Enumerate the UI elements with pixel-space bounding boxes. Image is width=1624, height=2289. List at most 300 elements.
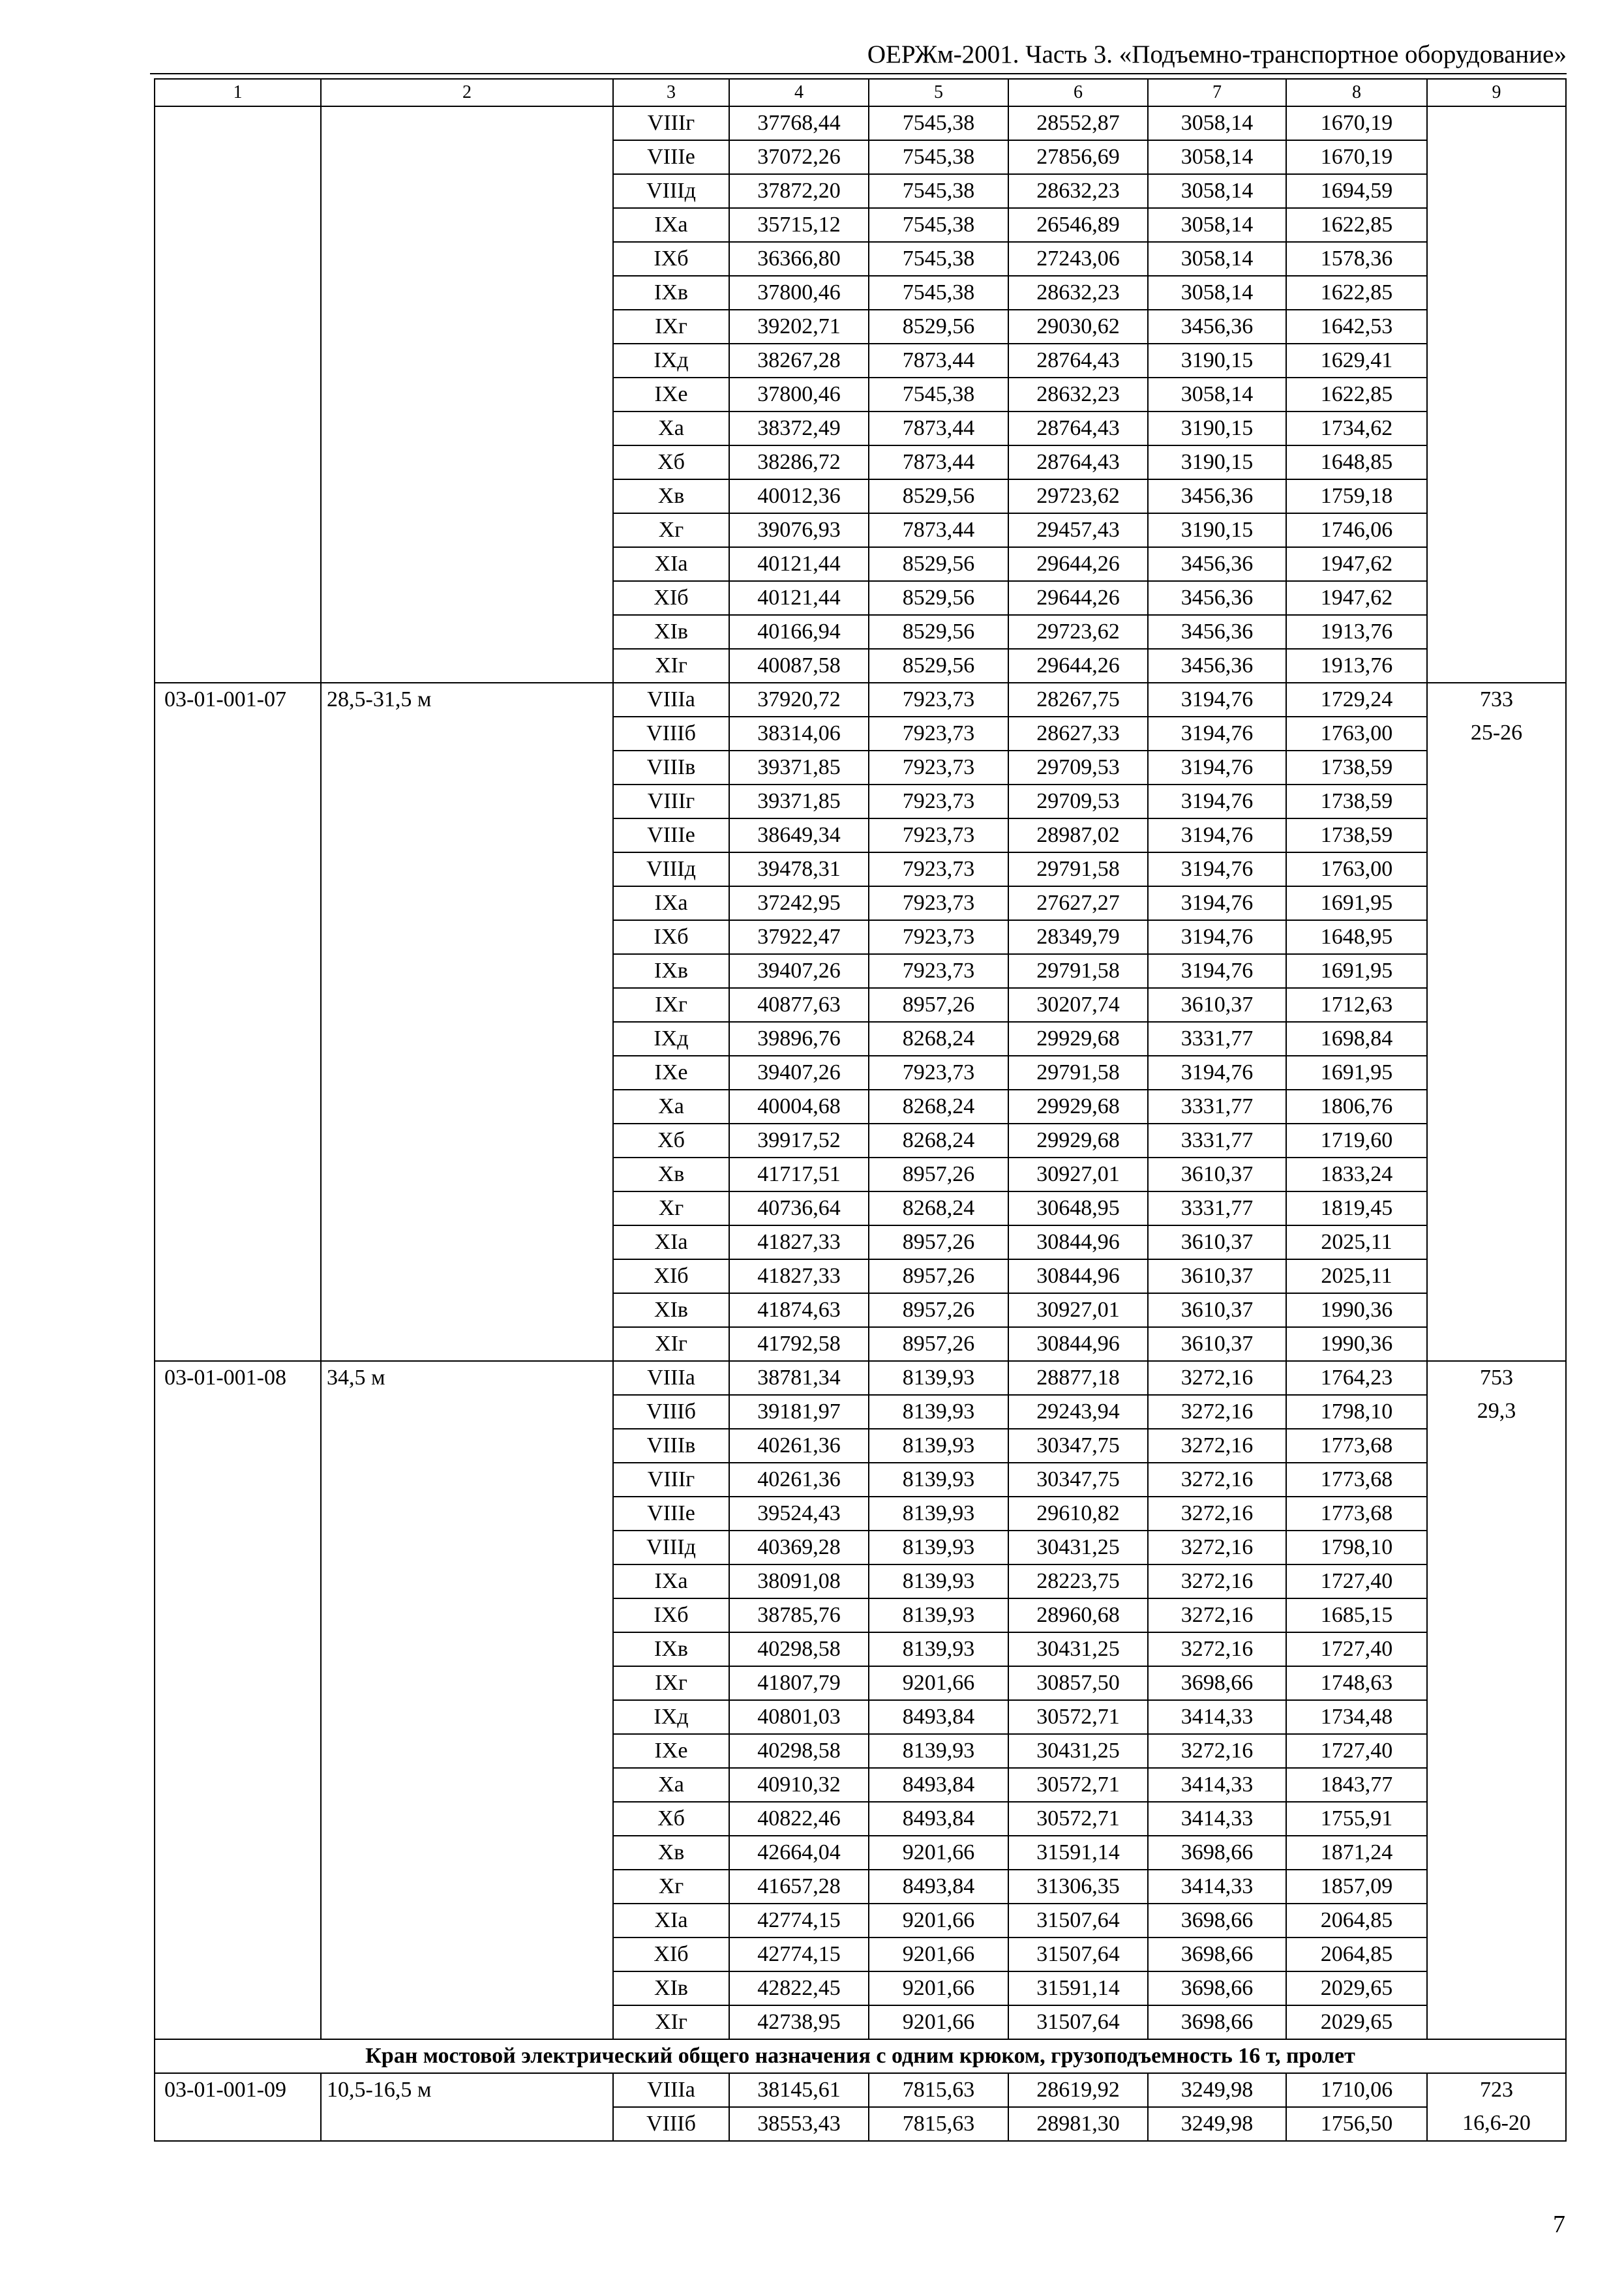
class-cell: Xб xyxy=(613,1124,729,1158)
class-cell: VIIIг xyxy=(613,785,729,818)
total-cost-cell: 40166,94 xyxy=(729,615,869,649)
machinist-wages-cell: 3610,37 xyxy=(1148,1225,1286,1259)
labor-cell xyxy=(1427,378,1566,411)
class-cell: VIIIб xyxy=(613,717,729,751)
machinist-wages-cell: 3456,36 xyxy=(1148,581,1286,615)
total-cost-cell: 41717,51 xyxy=(729,1158,869,1191)
labor-cell xyxy=(1427,174,1566,208)
total-cost-cell: 39371,85 xyxy=(729,785,869,818)
materials-cell: 1622,85 xyxy=(1286,208,1427,242)
class-cell: VIIIв xyxy=(613,1429,729,1463)
machinist-wages-cell: 3272,16 xyxy=(1148,1395,1286,1429)
class-cell: XIб xyxy=(613,1259,729,1293)
total-cost-cell: 40087,58 xyxy=(729,649,869,683)
labor-cell xyxy=(1427,344,1566,378)
machine-cost-cell: 28552,87 xyxy=(1008,106,1148,140)
labor-cell xyxy=(1427,852,1566,886)
materials-cell: 1734,62 xyxy=(1286,411,1427,445)
wages-cell: 7545,38 xyxy=(869,140,1008,174)
wages-cell: 8493,84 xyxy=(869,1700,1008,1734)
total-cost-cell: 40121,44 xyxy=(729,581,869,615)
class-cell: VIIIв xyxy=(613,751,729,785)
machine-cost-cell: 30207,74 xyxy=(1008,988,1148,1022)
labor-cell xyxy=(1427,1937,1566,1971)
materials-cell: 1691,95 xyxy=(1286,954,1427,988)
materials-cell: 1756,50 xyxy=(1286,2107,1427,2141)
materials-cell: 2029,65 xyxy=(1286,2005,1427,2039)
machine-cost-cell: 28764,43 xyxy=(1008,411,1148,445)
materials-cell: 1670,19 xyxy=(1286,140,1427,174)
class-cell: Xв xyxy=(613,1836,729,1870)
machinist-wages-cell: 3249,98 xyxy=(1148,2073,1286,2107)
class-cell: VIIIа xyxy=(613,2073,729,2107)
labor-cell xyxy=(1427,1836,1566,1870)
materials-cell: 1642,53 xyxy=(1286,310,1427,344)
total-cost-cell: 41827,33 xyxy=(729,1259,869,1293)
machinist-wages-cell: 3331,77 xyxy=(1148,1090,1286,1124)
materials-cell: 1947,62 xyxy=(1286,581,1427,615)
labor-cell xyxy=(1427,1904,1566,1937)
class-cell: IXд xyxy=(613,1022,729,1056)
section-heading-row xyxy=(155,2039,1566,2073)
wages-cell: 8139,93 xyxy=(869,1632,1008,1666)
machine-cost-cell: 29709,53 xyxy=(1008,751,1148,785)
table-row xyxy=(155,106,1566,140)
labor-cell xyxy=(1427,1293,1566,1327)
machine-cost-cell: 30844,96 xyxy=(1008,1327,1148,1361)
total-cost-cell: 40121,44 xyxy=(729,547,869,581)
class-cell: XIв xyxy=(613,615,729,649)
table-row xyxy=(155,2073,1566,2107)
column-header-row xyxy=(155,79,1566,106)
machinist-wages-cell: 3272,16 xyxy=(1148,1497,1286,1531)
table-body xyxy=(155,79,1566,2141)
machinist-wages-cell: 3456,36 xyxy=(1148,547,1286,581)
machinist-wages-cell: 3194,76 xyxy=(1148,920,1286,954)
machinist-wages-cell: 3058,14 xyxy=(1148,242,1286,276)
machinist-wages-cell: 3194,76 xyxy=(1148,683,1286,717)
class-cell: XIб xyxy=(613,581,729,615)
materials-cell: 1734,48 xyxy=(1286,1700,1427,1734)
class-cell: Xв xyxy=(613,479,729,513)
materials-cell: 1738,59 xyxy=(1286,785,1427,818)
class-cell: Xг xyxy=(613,513,729,547)
machinist-wages-cell: 3610,37 xyxy=(1148,1293,1286,1327)
class-cell: IXв xyxy=(613,276,729,310)
machine-cost-cell: 30431,25 xyxy=(1008,1734,1148,1768)
total-cost-cell: 38286,72 xyxy=(729,445,869,479)
materials-cell: 1763,00 xyxy=(1286,717,1427,751)
materials-cell: 1648,85 xyxy=(1286,445,1427,479)
materials-cell: 1712,63 xyxy=(1286,988,1427,1022)
wages-cell: 7873,44 xyxy=(869,513,1008,547)
machine-cost-cell: 28619,92 xyxy=(1008,2073,1148,2107)
machine-cost-cell: 30572,71 xyxy=(1008,1802,1148,1836)
class-cell: Xа xyxy=(613,1768,729,1802)
labor-cell xyxy=(1427,751,1566,785)
materials-cell: 1843,77 xyxy=(1286,1768,1427,1802)
span-cell: 34,5 м xyxy=(321,1361,613,2039)
total-cost-cell: 41874,63 xyxy=(729,1293,869,1327)
materials-cell: 1629,41 xyxy=(1286,344,1427,378)
labor-cell xyxy=(1427,1666,1566,1700)
machine-cost-cell: 28764,43 xyxy=(1008,344,1148,378)
table-row xyxy=(155,1361,1566,1395)
labor-cell xyxy=(1427,1225,1566,1259)
total-cost-cell: 37072,26 xyxy=(729,140,869,174)
total-cost-cell: 39181,97 xyxy=(729,1395,869,1429)
wages-cell: 7545,38 xyxy=(869,208,1008,242)
total-cost-cell: 35715,12 xyxy=(729,208,869,242)
total-cost-cell: 40261,36 xyxy=(729,1429,869,1463)
span-cell: 10,5-16,5 м xyxy=(321,2073,613,2141)
class-cell: Xб xyxy=(613,1802,729,1836)
total-cost-cell: 38145,61 xyxy=(729,2073,869,2107)
total-cost-cell: 37872,20 xyxy=(729,174,869,208)
materials-cell: 1806,76 xyxy=(1286,1090,1427,1124)
total-cost-cell: 39076,93 xyxy=(729,513,869,547)
wages-cell: 8493,84 xyxy=(869,1802,1008,1836)
machinist-wages-cell: 3190,15 xyxy=(1148,344,1286,378)
column-header: 4 xyxy=(729,79,869,106)
machine-cost-cell: 28632,23 xyxy=(1008,378,1148,411)
labor-cell xyxy=(1427,1531,1566,1564)
machine-cost-cell: 30431,25 xyxy=(1008,1531,1148,1564)
machinist-wages-cell: 3272,16 xyxy=(1148,1734,1286,1768)
machine-cost-cell: 30648,95 xyxy=(1008,1191,1148,1225)
machine-cost-cell: 28960,68 xyxy=(1008,1598,1148,1632)
machinist-wages-cell: 3272,16 xyxy=(1148,1463,1286,1497)
machinist-wages-cell: 3610,37 xyxy=(1148,1158,1286,1191)
class-cell: VIIIг xyxy=(613,106,729,140)
labor-cell xyxy=(1427,1768,1566,1802)
total-cost-cell: 38091,08 xyxy=(729,1564,869,1598)
machinist-wages-cell: 3698,66 xyxy=(1148,1836,1286,1870)
class-cell: XIг xyxy=(613,2005,729,2039)
machinist-wages-cell: 3272,16 xyxy=(1148,1632,1286,1666)
materials-cell: 1622,85 xyxy=(1286,378,1427,411)
class-cell: IXг xyxy=(613,1666,729,1700)
total-cost-cell: 37768,44 xyxy=(729,106,869,140)
wages-cell: 7545,38 xyxy=(869,378,1008,411)
machinist-wages-cell: 3331,77 xyxy=(1148,1191,1286,1225)
machine-cost-cell: 29644,26 xyxy=(1008,649,1148,683)
wages-cell: 7545,38 xyxy=(869,106,1008,140)
materials-cell: 1727,40 xyxy=(1286,1734,1427,1768)
class-cell: IXг xyxy=(613,310,729,344)
wages-cell: 8957,26 xyxy=(869,1225,1008,1259)
wages-cell: 8957,26 xyxy=(869,1158,1008,1191)
machine-cost-cell: 29929,68 xyxy=(1008,1124,1148,1158)
labor-cell: 723 xyxy=(1427,2073,1566,2107)
wages-cell: 7545,38 xyxy=(869,242,1008,276)
materials-cell: 1622,85 xyxy=(1286,276,1427,310)
machine-cost-cell: 30572,71 xyxy=(1008,1700,1148,1734)
wages-cell: 8493,84 xyxy=(869,1870,1008,1904)
labor-cell xyxy=(1427,1700,1566,1734)
labor-cell xyxy=(1427,1971,1566,2005)
materials-cell: 1764,23 xyxy=(1286,1361,1427,1395)
total-cost-cell: 37242,95 xyxy=(729,886,869,920)
materials-cell: 1913,76 xyxy=(1286,649,1427,683)
wages-cell: 8529,56 xyxy=(869,310,1008,344)
header-rule xyxy=(150,73,1567,74)
machinist-wages-cell: 3414,33 xyxy=(1148,1700,1286,1734)
machinist-wages-cell: 3698,66 xyxy=(1148,2005,1286,2039)
wages-cell: 8139,93 xyxy=(869,1564,1008,1598)
total-cost-cell: 40910,32 xyxy=(729,1768,869,1802)
machinist-wages-cell: 3414,33 xyxy=(1148,1768,1286,1802)
labor-cell: 16,6-20 xyxy=(1427,2107,1566,2141)
machinist-wages-cell: 3456,36 xyxy=(1148,615,1286,649)
total-cost-cell: 41807,79 xyxy=(729,1666,869,1700)
total-cost-cell: 42738,95 xyxy=(729,2005,869,2039)
wages-cell: 8529,56 xyxy=(869,581,1008,615)
page-number: 7 xyxy=(1553,2211,1565,2238)
wages-cell: 8493,84 xyxy=(869,1768,1008,1802)
materials-cell: 1819,45 xyxy=(1286,1191,1427,1225)
machinist-wages-cell: 3272,16 xyxy=(1148,1429,1286,1463)
machinist-wages-cell: 3190,15 xyxy=(1148,445,1286,479)
materials-cell: 1727,40 xyxy=(1286,1632,1427,1666)
total-cost-cell: 40004,68 xyxy=(729,1090,869,1124)
wages-cell: 8139,93 xyxy=(869,1429,1008,1463)
machine-cost-cell: 29723,62 xyxy=(1008,615,1148,649)
machine-cost-cell: 27243,06 xyxy=(1008,242,1148,276)
wages-cell: 8139,93 xyxy=(869,1395,1008,1429)
total-cost-cell: 40012,36 xyxy=(729,479,869,513)
wages-cell: 8957,26 xyxy=(869,1293,1008,1327)
wages-cell: 9201,66 xyxy=(869,1666,1008,1700)
class-cell: XIб xyxy=(613,1937,729,1971)
materials-cell: 1857,09 xyxy=(1286,1870,1427,1904)
labor-cell: 29,3 xyxy=(1427,1395,1566,1429)
class-cell: XIв xyxy=(613,1971,729,2005)
labor-cell xyxy=(1427,1429,1566,1463)
total-cost-cell: 38649,34 xyxy=(729,818,869,852)
machine-cost-cell: 29791,58 xyxy=(1008,954,1148,988)
materials-cell: 1691,95 xyxy=(1286,886,1427,920)
materials-cell: 1773,68 xyxy=(1286,1429,1427,1463)
wages-cell: 8268,24 xyxy=(869,1191,1008,1225)
machinist-wages-cell: 3456,36 xyxy=(1148,310,1286,344)
total-cost-cell: 38314,06 xyxy=(729,717,869,751)
class-cell: IXд xyxy=(613,344,729,378)
labor-cell xyxy=(1427,1022,1566,1056)
rate-code-cell: 03-01-001-09 xyxy=(155,2073,321,2141)
class-cell: IXе xyxy=(613,1056,729,1090)
machinist-wages-cell: 3698,66 xyxy=(1148,1937,1286,1971)
labor-cell xyxy=(1427,1564,1566,1598)
column-header: 2 xyxy=(321,79,613,106)
class-cell: IXб xyxy=(613,1598,729,1632)
machinist-wages-cell: 3058,14 xyxy=(1148,106,1286,140)
total-cost-cell: 36366,80 xyxy=(729,242,869,276)
machinist-wages-cell: 3194,76 xyxy=(1148,852,1286,886)
machine-cost-cell: 30844,96 xyxy=(1008,1259,1148,1293)
class-cell: IXе xyxy=(613,1734,729,1768)
materials-cell: 1648,95 xyxy=(1286,920,1427,954)
machinist-wages-cell: 3058,14 xyxy=(1148,378,1286,411)
labor-cell xyxy=(1427,615,1566,649)
machinist-wages-cell: 3058,14 xyxy=(1148,276,1286,310)
total-cost-cell: 41827,33 xyxy=(729,1225,869,1259)
machine-cost-cell: 29723,62 xyxy=(1008,479,1148,513)
labor-cell xyxy=(1427,954,1566,988)
total-cost-cell: 41792,58 xyxy=(729,1327,869,1361)
wages-cell: 8268,24 xyxy=(869,1090,1008,1124)
labor-cell xyxy=(1427,140,1566,174)
wages-cell: 9201,66 xyxy=(869,1971,1008,2005)
class-cell: VIIIд xyxy=(613,1531,729,1564)
page-header-title: ОЕРЖм-2001. Часть 3. «Подъемно-транспортное оборудование» xyxy=(867,40,1567,68)
column-header: 8 xyxy=(1286,79,1427,106)
class-cell: VIIIб xyxy=(613,1395,729,1429)
materials-cell: 1755,91 xyxy=(1286,1802,1427,1836)
machinist-wages-cell: 3272,16 xyxy=(1148,1564,1286,1598)
labor-cell xyxy=(1427,242,1566,276)
labor-cell xyxy=(1427,106,1566,140)
machine-cost-cell: 29709,53 xyxy=(1008,785,1148,818)
machinist-wages-cell: 3194,76 xyxy=(1148,1056,1286,1090)
wages-cell: 7815,63 xyxy=(869,2073,1008,2107)
wages-cell: 7923,73 xyxy=(869,785,1008,818)
labor-cell xyxy=(1427,1870,1566,1904)
wages-cell: 7545,38 xyxy=(869,276,1008,310)
class-cell: Xг xyxy=(613,1870,729,1904)
wages-cell: 7923,73 xyxy=(869,717,1008,751)
wages-cell: 8529,56 xyxy=(869,479,1008,513)
wages-cell: 9201,66 xyxy=(869,1836,1008,1870)
wages-cell: 8139,93 xyxy=(869,1497,1008,1531)
labor-cell xyxy=(1427,1327,1566,1361)
wages-cell: 9201,66 xyxy=(869,1904,1008,1937)
labor-cell: 733 xyxy=(1427,683,1566,717)
column-header: 5 xyxy=(869,79,1008,106)
total-cost-cell: 40877,63 xyxy=(729,988,869,1022)
total-cost-cell: 40736,64 xyxy=(729,1191,869,1225)
machine-cost-cell: 28877,18 xyxy=(1008,1361,1148,1395)
rate-code-cell xyxy=(155,106,321,683)
wages-cell: 8268,24 xyxy=(869,1124,1008,1158)
total-cost-cell: 39407,26 xyxy=(729,954,869,988)
labor-cell xyxy=(1427,310,1566,344)
machinist-wages-cell: 3194,76 xyxy=(1148,785,1286,818)
machine-cost-cell: 30572,71 xyxy=(1008,1768,1148,1802)
wages-cell: 7923,73 xyxy=(869,852,1008,886)
labor-cell xyxy=(1427,2005,1566,2039)
class-cell: VIIIд xyxy=(613,174,729,208)
wages-cell: 7923,73 xyxy=(869,954,1008,988)
span-cell: 28,5-31,5 м xyxy=(321,683,613,1361)
class-cell: IXв xyxy=(613,954,729,988)
labor-cell xyxy=(1427,1734,1566,1768)
wages-cell: 8139,93 xyxy=(869,1531,1008,1564)
materials-cell: 2025,11 xyxy=(1286,1259,1427,1293)
class-cell: XIг xyxy=(613,649,729,683)
wages-cell: 7923,73 xyxy=(869,1056,1008,1090)
materials-cell: 1833,24 xyxy=(1286,1158,1427,1191)
machine-cost-cell: 28267,75 xyxy=(1008,683,1148,717)
class-cell: IXа xyxy=(613,886,729,920)
machinist-wages-cell: 3610,37 xyxy=(1148,1327,1286,1361)
materials-cell: 1913,76 xyxy=(1286,615,1427,649)
materials-cell: 1947,62 xyxy=(1286,547,1427,581)
labor-cell: 25-26 xyxy=(1427,717,1566,751)
materials-cell: 1748,63 xyxy=(1286,1666,1427,1700)
column-header: 3 xyxy=(613,79,729,106)
total-cost-cell: 39202,71 xyxy=(729,310,869,344)
materials-cell: 1773,68 xyxy=(1286,1463,1427,1497)
machine-cost-cell: 31507,64 xyxy=(1008,2005,1148,2039)
machinist-wages-cell: 3272,16 xyxy=(1148,1361,1286,1395)
wages-cell: 8139,93 xyxy=(869,1361,1008,1395)
machinist-wages-cell: 3272,16 xyxy=(1148,1531,1286,1564)
machine-cost-cell: 29929,68 xyxy=(1008,1022,1148,1056)
machine-cost-cell: 27627,27 xyxy=(1008,886,1148,920)
class-cell: Xг xyxy=(613,1191,729,1225)
materials-cell: 2064,85 xyxy=(1286,1904,1427,1937)
materials-cell: 1670,19 xyxy=(1286,106,1427,140)
machine-cost-cell: 29030,62 xyxy=(1008,310,1148,344)
rate-code-cell: 03-01-001-07 xyxy=(155,683,321,1361)
class-cell: VIIIа xyxy=(613,683,729,717)
total-cost-cell: 37800,46 xyxy=(729,378,869,411)
materials-cell: 1698,84 xyxy=(1286,1022,1427,1056)
labor-cell xyxy=(1427,649,1566,683)
machinist-wages-cell: 3331,77 xyxy=(1148,1124,1286,1158)
machinist-wages-cell: 3456,36 xyxy=(1148,649,1286,683)
machinist-wages-cell: 3194,76 xyxy=(1148,818,1286,852)
materials-cell: 1578,36 xyxy=(1286,242,1427,276)
total-cost-cell: 39478,31 xyxy=(729,852,869,886)
materials-cell: 2064,85 xyxy=(1286,1937,1427,1971)
wages-cell: 7923,73 xyxy=(869,683,1008,717)
price-table xyxy=(154,78,1567,2142)
labor-cell xyxy=(1427,1497,1566,1531)
class-cell: VIIIе xyxy=(613,818,729,852)
total-cost-cell: 37800,46 xyxy=(729,276,869,310)
wages-cell: 8268,24 xyxy=(869,1022,1008,1056)
materials-cell: 1738,59 xyxy=(1286,751,1427,785)
machine-cost-cell: 26546,89 xyxy=(1008,208,1148,242)
machinist-wages-cell: 3194,76 xyxy=(1148,751,1286,785)
materials-cell: 1990,36 xyxy=(1286,1327,1427,1361)
machine-cost-cell: 31507,64 xyxy=(1008,1904,1148,1937)
class-cell: IXб xyxy=(613,920,729,954)
machinist-wages-cell: 3698,66 xyxy=(1148,1904,1286,1937)
machine-cost-cell: 31591,14 xyxy=(1008,1836,1148,1870)
machine-cost-cell: 28764,43 xyxy=(1008,445,1148,479)
machinist-wages-cell: 3456,36 xyxy=(1148,479,1286,513)
total-cost-cell: 42774,15 xyxy=(729,1937,869,1971)
labor-cell xyxy=(1427,445,1566,479)
machinist-wages-cell: 3058,14 xyxy=(1148,208,1286,242)
machine-cost-cell: 30844,96 xyxy=(1008,1225,1148,1259)
machine-cost-cell: 29644,26 xyxy=(1008,547,1148,581)
total-cost-cell: 38781,34 xyxy=(729,1361,869,1395)
table-row xyxy=(155,683,1566,717)
total-cost-cell: 37920,72 xyxy=(729,683,869,717)
class-cell: Xа xyxy=(613,411,729,445)
class-cell: Xв xyxy=(613,1158,729,1191)
class-cell: XIа xyxy=(613,1904,729,1937)
total-cost-cell: 39917,52 xyxy=(729,1124,869,1158)
machinist-wages-cell: 3331,77 xyxy=(1148,1022,1286,1056)
labor-cell xyxy=(1427,1191,1566,1225)
wages-cell: 7923,73 xyxy=(869,751,1008,785)
machinist-wages-cell: 3190,15 xyxy=(1148,513,1286,547)
